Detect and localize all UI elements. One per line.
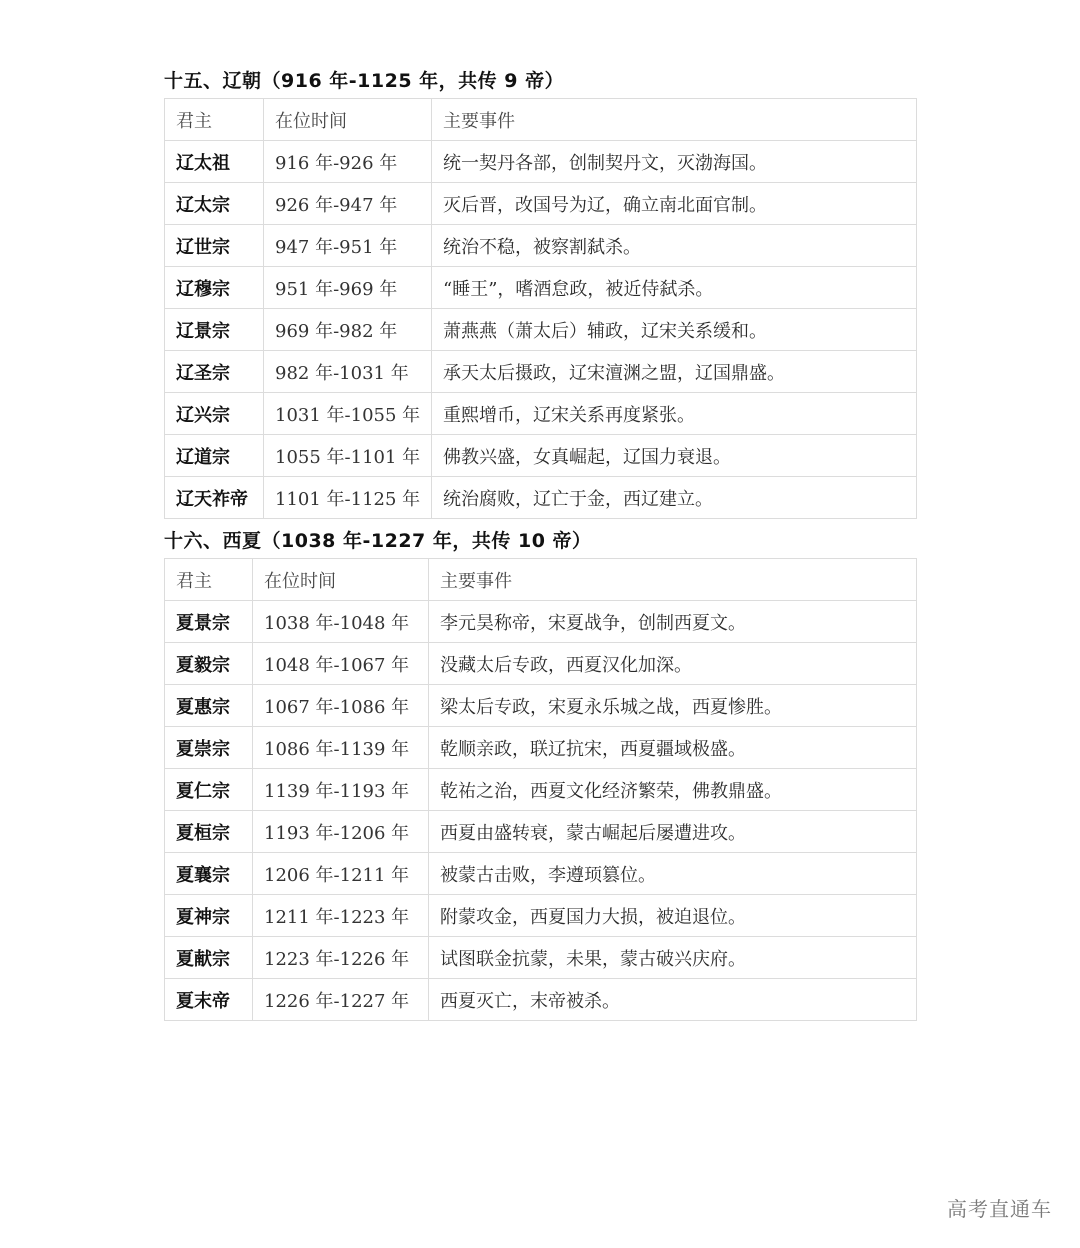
event-cell: 承天太后摄政，辽宋澶渊之盟，辽国鼎盛。 xyxy=(432,351,917,393)
period-cell: 1086 年-1139 年 xyxy=(253,727,429,769)
column-header-events: 主要事件 xyxy=(429,559,917,601)
column-header-ruler: 君主 xyxy=(165,559,253,601)
table-row xyxy=(165,895,917,937)
period-cell: 1038 年-1048 年 xyxy=(253,601,429,643)
table-row xyxy=(165,393,917,435)
event-cell: 统治不稳，被察割弑杀。 xyxy=(432,225,917,267)
event-cell: 统治腐败，辽亡于金，西辽建立。 xyxy=(432,477,917,519)
table-row xyxy=(165,853,917,895)
table-header-row xyxy=(165,99,917,141)
event-cell: 灭后晋，改国号为辽，确立南北面官制。 xyxy=(432,183,917,225)
event-cell: 西夏由盛转衰，蒙古崛起后屡遭进攻。 xyxy=(429,811,917,853)
xixia-section xyxy=(164,524,916,1021)
event-cell: 萧燕燕（萧太后）辅政，辽宋关系缓和。 xyxy=(432,309,917,351)
period-cell: 951 年-969 年 xyxy=(264,267,432,309)
ruler-cell: 夏毅宗 xyxy=(165,643,253,685)
liao-heading: 十五、辽朝（916 年-1125 年，共传 9 帝） xyxy=(164,70,565,92)
ruler-cell: 辽太宗 xyxy=(165,183,264,225)
table-row xyxy=(165,267,917,309)
table-row xyxy=(165,309,917,351)
table-row xyxy=(165,601,917,643)
event-cell: 附蒙攻金，西夏国力大损，被迫退位。 xyxy=(429,895,917,937)
ruler-cell: 夏末帝 xyxy=(165,979,253,1021)
period-cell: 1139 年-1193 年 xyxy=(253,769,429,811)
ruler-cell: 辽世宗 xyxy=(165,225,264,267)
table-row xyxy=(165,811,917,853)
period-cell: 1226 年-1227 年 xyxy=(253,979,429,1021)
period-cell: 1101 年-1125 年 xyxy=(264,477,432,519)
period-cell: 1223 年-1226 年 xyxy=(253,937,429,979)
table-row xyxy=(165,685,917,727)
table-row xyxy=(165,141,917,183)
period-cell: 916 年-926 年 xyxy=(264,141,432,183)
table-row xyxy=(165,727,917,769)
column-header-ruler: 君主 xyxy=(165,99,264,141)
table-row xyxy=(165,643,917,685)
liao-section xyxy=(164,64,916,519)
event-cell: 佛教兴盛，女真崛起，辽国力衰退。 xyxy=(432,435,917,477)
period-cell: 1206 年-1211 年 xyxy=(253,853,429,895)
event-cell: 李元昊称帝，宋夏战争，创制西夏文。 xyxy=(429,601,917,643)
period-cell: 1055 年-1101 年 xyxy=(264,435,432,477)
liao-table xyxy=(164,98,917,519)
event-cell: 西夏灭亡，末帝被杀。 xyxy=(429,979,917,1021)
period-cell: 1067 年-1086 年 xyxy=(253,685,429,727)
table-row xyxy=(165,225,917,267)
period-cell: 947 年-951 年 xyxy=(264,225,432,267)
table-row xyxy=(165,477,917,519)
ruler-cell: 夏桓宗 xyxy=(165,811,253,853)
period-cell: 1031 年-1055 年 xyxy=(264,393,432,435)
ruler-cell: 辽道宗 xyxy=(165,435,264,477)
table-row xyxy=(165,435,917,477)
xixia-table xyxy=(164,558,917,1021)
table-header-row xyxy=(165,559,917,601)
ruler-cell: 辽兴宗 xyxy=(165,393,264,435)
ruler-cell: 辽天祚帝 xyxy=(165,477,264,519)
column-header-events: 主要事件 xyxy=(432,99,917,141)
table-row xyxy=(165,979,917,1021)
event-cell: 重熙增币，辽宋关系再度紧张。 xyxy=(432,393,917,435)
column-header-period: 在位时间 xyxy=(264,99,432,141)
ruler-cell: 夏仁宗 xyxy=(165,769,253,811)
column-header-period: 在位时间 xyxy=(253,559,429,601)
ruler-cell: 辽景宗 xyxy=(165,309,264,351)
event-cell: 统一契丹各部，创制契丹文，灭渤海国。 xyxy=(432,141,917,183)
ruler-cell: 夏襄宗 xyxy=(165,853,253,895)
watermark-text: 高考直通车 xyxy=(947,1197,1052,1221)
table-row xyxy=(165,769,917,811)
table-row xyxy=(165,183,917,225)
period-cell: 982 年-1031 年 xyxy=(264,351,432,393)
ruler-cell: 辽圣宗 xyxy=(165,351,264,393)
table-row xyxy=(165,937,917,979)
ruler-cell: 夏神宗 xyxy=(165,895,253,937)
table-row xyxy=(165,351,917,393)
ruler-cell: 辽太祖 xyxy=(165,141,264,183)
event-cell: “睡王”，嗜酒怠政，被近侍弑杀。 xyxy=(432,267,917,309)
period-cell: 969 年-982 年 xyxy=(264,309,432,351)
period-cell: 1193 年-1206 年 xyxy=(253,811,429,853)
ruler-cell: 夏惠宗 xyxy=(165,685,253,727)
event-cell: 梁太后专政，宋夏永乐城之战，西夏惨胜。 xyxy=(429,685,917,727)
period-cell: 926 年-947 年 xyxy=(264,183,432,225)
event-cell: 乾祐之治，西夏文化经济繁荣，佛教鼎盛。 xyxy=(429,769,917,811)
event-cell: 没藏太后专政，西夏汉化加深。 xyxy=(429,643,917,685)
liao-table-body xyxy=(165,141,917,519)
ruler-cell: 夏献宗 xyxy=(165,937,253,979)
ruler-cell: 夏崇宗 xyxy=(165,727,253,769)
ruler-cell: 辽穆宗 xyxy=(165,267,264,309)
event-cell: 乾顺亲政，联辽抗宋，西夏疆域极盛。 xyxy=(429,727,917,769)
xixia-heading: 十六、西夏（1038 年-1227 年，共传 10 帝） xyxy=(164,530,592,552)
event-cell: 试图联金抗蒙，未果，蒙古破兴庆府。 xyxy=(429,937,917,979)
period-cell: 1048 年-1067 年 xyxy=(253,643,429,685)
period-cell: 1211 年-1223 年 xyxy=(253,895,429,937)
xixia-table-body xyxy=(165,601,917,1021)
ruler-cell: 夏景宗 xyxy=(165,601,253,643)
event-cell: 被蒙古击败，李遵顼篡位。 xyxy=(429,853,917,895)
